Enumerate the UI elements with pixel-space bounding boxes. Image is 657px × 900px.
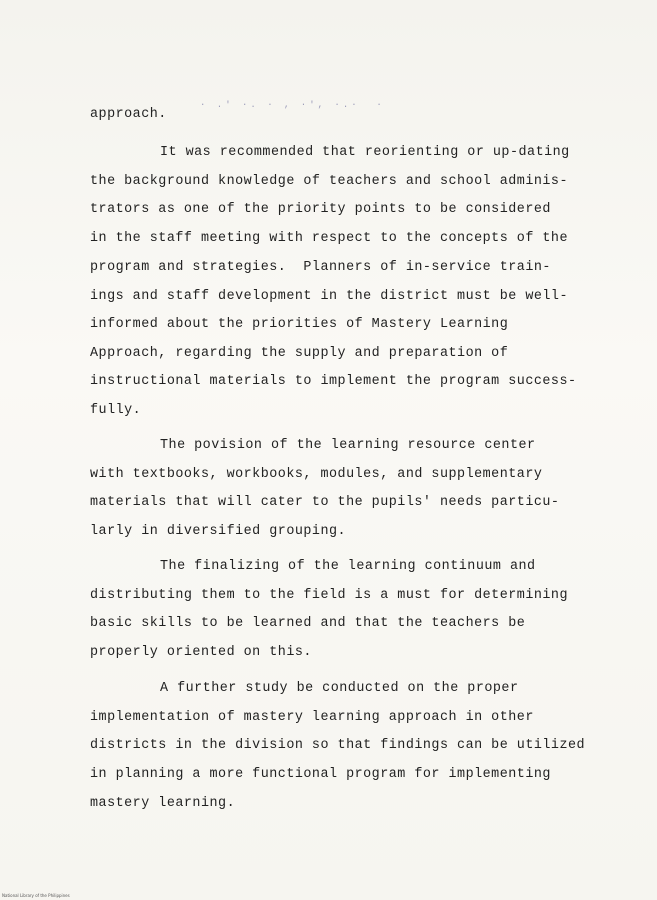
text-line: distributing them to the field is a must for determining (90, 588, 568, 603)
text-line: implementation of mastery learning approach in other (90, 710, 534, 725)
text-line: ings and staff development in the district must be well- (90, 289, 568, 304)
text-line: fully. (90, 403, 142, 418)
text-line: mastery learning. (90, 796, 236, 811)
text-line: It was recommended that reorienting or up-dating (160, 145, 570, 160)
text-line: The finalizing of the learning continuum and (160, 559, 536, 574)
text-line: larly in diversified grouping. (90, 524, 347, 539)
text-line: informed about the priorities of Mastery Learning (90, 317, 509, 332)
text-line: A further study be conducted on the proper (160, 681, 519, 696)
text-line: The povision of the learning resource center (160, 438, 536, 453)
footer-watermark: National Library of the Philippines (2, 893, 70, 898)
text-line: properly oriented on this. (90, 645, 312, 660)
text-line: program and strategies. Planners of in-service train- (90, 260, 551, 275)
text-line: with textbooks, workbooks, modules, and supplementary (90, 467, 543, 482)
ink-smudge: · .' ·. · , ·', ·.· · (200, 100, 385, 110)
text-line: in the staff meeting with respect to the concepts of the (90, 231, 568, 246)
text-line: approach. (90, 107, 167, 122)
text-line: Approach, regarding the supply and preparation of (90, 346, 509, 361)
text-line: trators as one of the priority points to be considered (90, 202, 551, 217)
text-line: the background knowledge of teachers and school adminis- (90, 174, 568, 189)
text-line: basic skills to be learned and that the teachers be (90, 616, 526, 631)
text-line: instructional materials to implement the program success- (90, 374, 577, 389)
text-line: districts in the division so that findings can be utilized (90, 738, 586, 753)
text-line: materials that will cater to the pupils' needs particu- (90, 495, 560, 510)
text-line: in planning a more functional program for implementing (90, 767, 551, 782)
